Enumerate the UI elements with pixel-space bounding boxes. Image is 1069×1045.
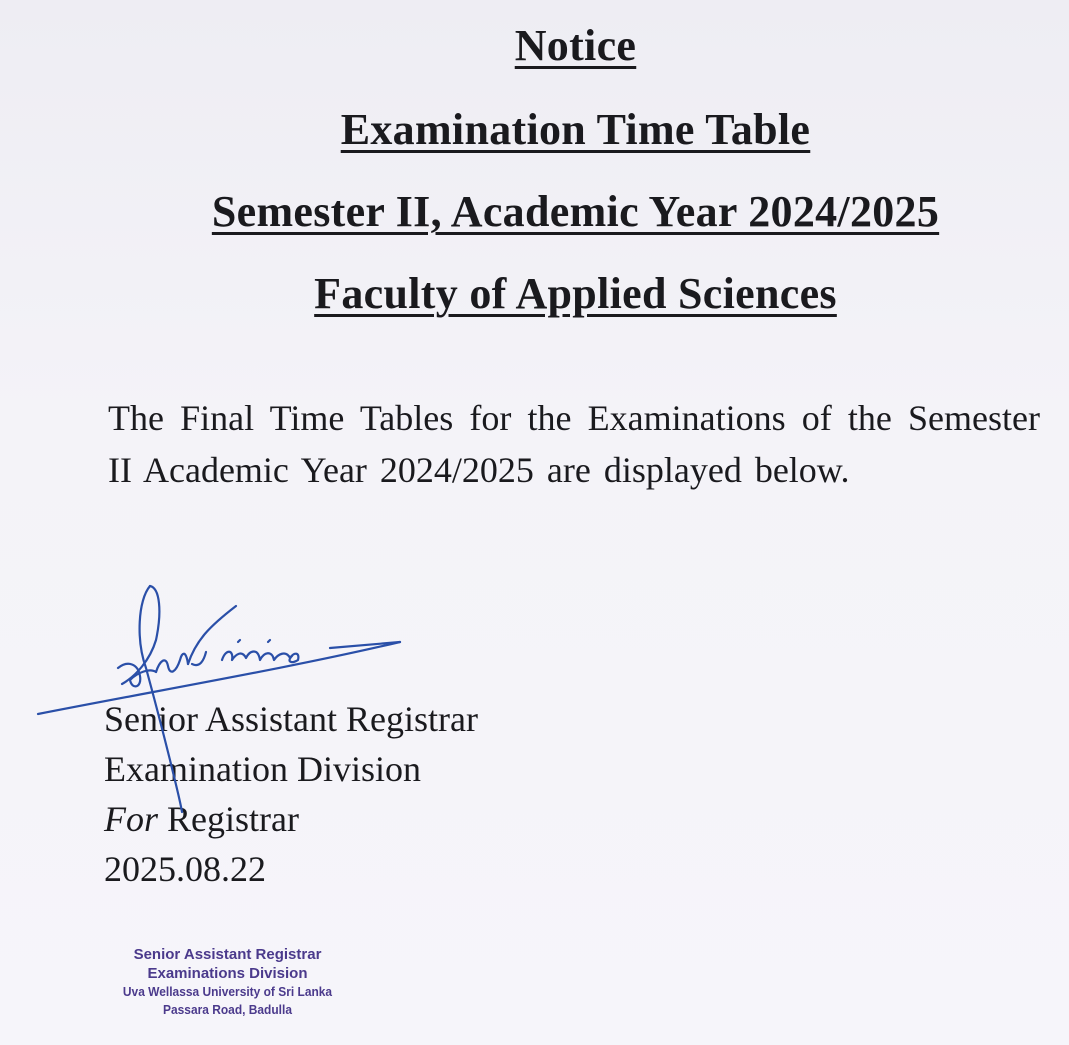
notice-heading [41, 20, 1069, 72]
timetable-heading [41, 104, 1069, 156]
for-role: Registrar [167, 799, 299, 839]
faculty-heading [41, 268, 1069, 320]
for-prefix: For [104, 799, 158, 839]
stamp-line-3: Uva Wellassa University of Sri Lanka [122, 984, 333, 999]
semester-heading [41, 186, 1069, 238]
signatory-block [104, 694, 478, 894]
stamp-line-2: Examinations Division [147, 965, 308, 982]
stamp-line-4: Passara Road, Badulla [163, 1002, 292, 1017]
notice-subtitle: Examination Time Table [340, 105, 811, 154]
signatory-title: Senior Assistant Registrar [104, 699, 478, 739]
notice-body: The Final Time Tables for the Examinations of the Semester II Academic Year 2024/2025 are displayed below. [108, 398, 1040, 490]
notice-title: Notice [514, 21, 637, 70]
signatory-for-line [104, 794, 478, 844]
signatory-division: Examination Division [104, 749, 421, 789]
semester-line: Semester II, Academic Year 2024/2025 [211, 187, 940, 236]
official-stamp [100, 945, 355, 1019]
faculty-line: Faculty of Applied Sciences [314, 269, 837, 318]
stamp-line-1: Senior Assistant Registrar [133, 946, 322, 963]
signatory-date: 2025.08.22 [104, 849, 266, 889]
